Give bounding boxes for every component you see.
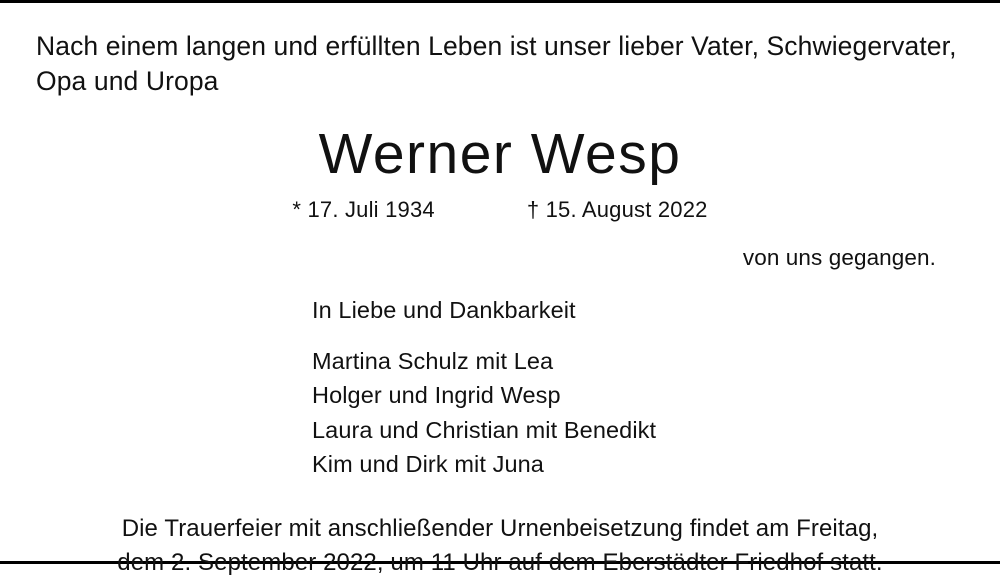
gratitude-text: In Liebe und Dankbarkeit <box>312 297 576 324</box>
deceased-name: Werner Wesp <box>36 125 964 185</box>
mourner-name: Holger und Ingrid Wesp <box>312 378 561 413</box>
service-details <box>36 512 964 579</box>
mourner-name: Martina Schulz mit Lea <box>312 344 553 379</box>
death-date: † 15. August 2022 <box>527 197 708 223</box>
mourners-block <box>36 297 964 482</box>
mourner-name: Laura und Christian mit Benedikt <box>312 413 656 448</box>
intro-text: Nach einem langen und erfüllten Leben ist unser lieber Vater, Schwiegervater, Opa und Uropa <box>36 29 964 99</box>
mourner-name: Kim und Dirk mit Juna <box>312 447 544 482</box>
service-details-line-2: dem 2. September 2022, um 11 Uhr auf dem Eberstädter Friedhof statt. <box>36 546 964 579</box>
closing-text: von uns gegangen. <box>36 245 964 271</box>
life-dates <box>36 197 964 223</box>
birth-date: * 17. Juli 1934 <box>292 197 434 223</box>
service-details-line-1: Die Trauerfeier mit anschließender Urnenbeisetzung findet am Freitag, <box>36 512 964 546</box>
